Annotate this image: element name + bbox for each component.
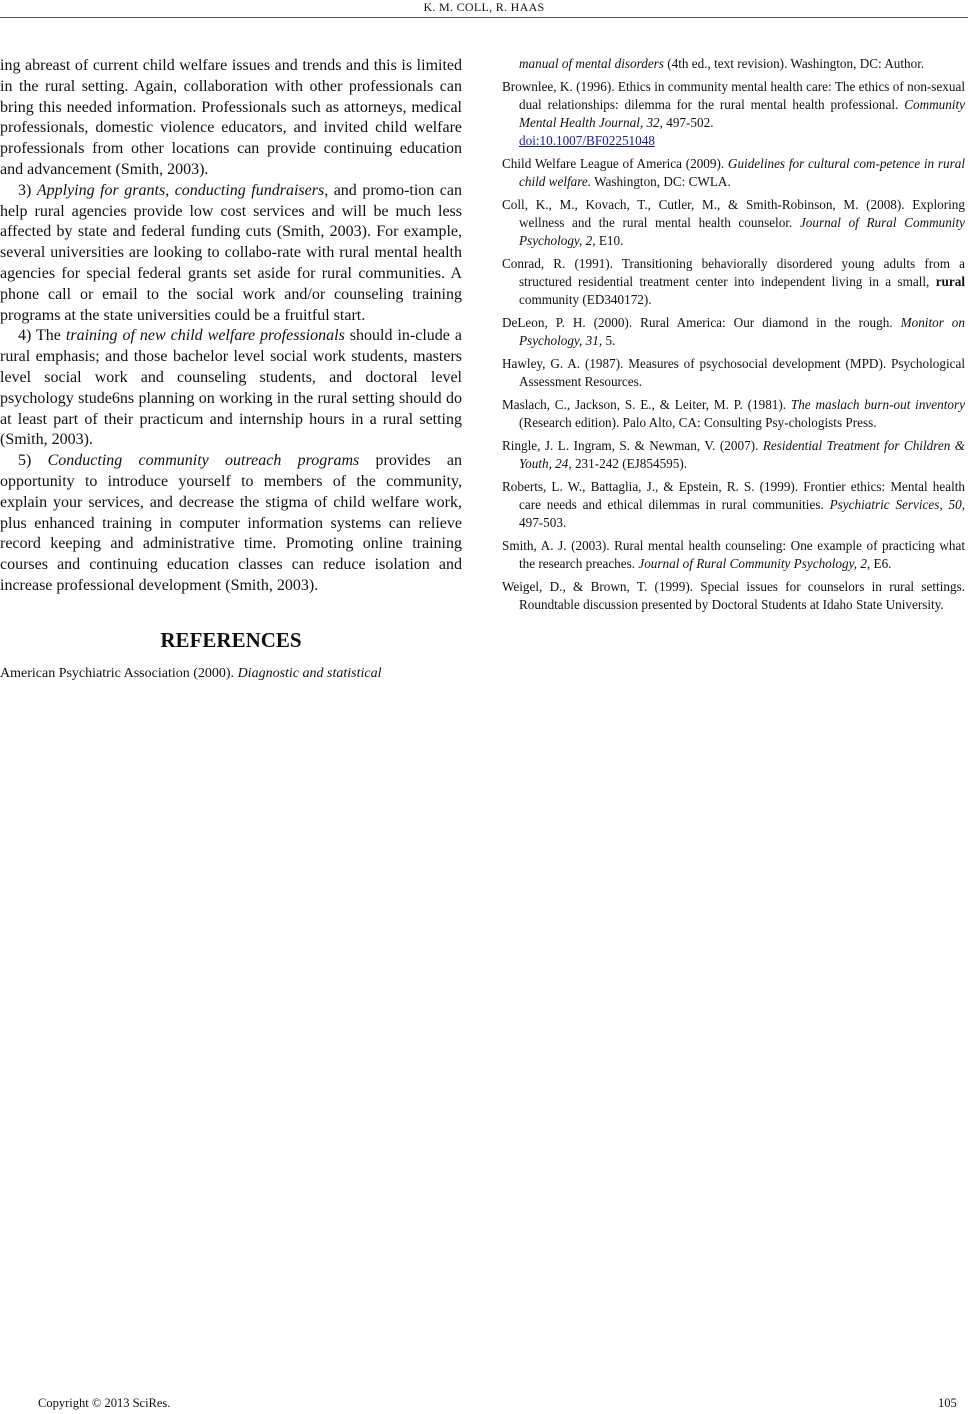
- reference-rest: E6.: [870, 556, 892, 571]
- reference-rest: (4th ed., text revision). Washington, DC: Author.: [663, 56, 925, 71]
- p2-sep: ,: [165, 181, 175, 199]
- reference-text: DeLeon, P. H. (2000). Rural America: Our diamond in the rough.: [502, 315, 901, 330]
- reference-text: Ringle, J. L. Ingram, S. & Newman, V. (2007).: [502, 438, 763, 453]
- reference-rest: 5.: [602, 333, 616, 348]
- reference-item: [502, 314, 965, 350]
- paragraph-1: ing abreast of current child welfare issues and trends and this is limited in the rural setting. Again, collaboration with other professionals can bring this needed information. Professionals such as attorneys, medical professionals, domestic violence educators, and invited child welfare professionals from other locations can provide continuing education and advancement (Smith, 2003).: [0, 57, 462, 178]
- reference-rest: 497-503.: [519, 515, 567, 530]
- doi-link[interactable]: doi:10.1007/BF02251048: [519, 133, 655, 148]
- reference-rest: 231-242 (EJ854595).: [571, 456, 688, 471]
- header-rule: [0, 17, 968, 18]
- reference-italic: Community Mental Health Journal, 32,: [519, 97, 965, 130]
- reference-text: Smith, A. J. (2003). Rural mental health counseling: One example of practicing what the research preaches.: [502, 538, 965, 571]
- reference-text: Weigel, D., & Brown, T. (1999). Special issues for counselors in rural settings. Roundtable discussion presented by Doctoral Students at Idaho State University.: [502, 579, 965, 612]
- p2-italic-grants: Applying for grants: [36, 181, 166, 199]
- reference-rest: E10.: [595, 233, 624, 248]
- p2-number: 3): [18, 181, 37, 199]
- reference-italic: Journal of Rural Community Psychology, 2,: [519, 215, 965, 248]
- copyright-notice: Copyright © 2013 SciRes.: [38, 1396, 171, 1410]
- reference-rest: 497-502.: [662, 115, 714, 130]
- reference-italic: manual of mental disorders: [519, 56, 664, 71]
- reference-text: Child Welfare League of America (2009).: [502, 156, 728, 171]
- reference-item: [502, 437, 965, 473]
- p2-italic-fundraisers: conducting fundraisers: [174, 181, 325, 199]
- reference-item: [502, 578, 965, 614]
- p3-text: should in-clude a rural emphasis; and those bachelor level social work students, masters level social work and counseling students, and doctoral level psychology stude6ns planning on working in the rural setting should do at least part of their practicum and internship hours in a rural setting (Smith, 2003).: [0, 327, 462, 449]
- paragraph-4: [0, 451, 462, 597]
- left-column: [0, 56, 462, 683]
- reference-item: [502, 55, 965, 73]
- reference-item: [502, 355, 965, 391]
- p3-number: 4) The: [18, 327, 66, 345]
- reference-italic: Monitor on Psychology, 31,: [519, 315, 965, 348]
- p3-italic: training of new child welfare professionals: [65, 327, 345, 345]
- reference-item: [502, 155, 965, 191]
- right-column-references: [502, 55, 965, 619]
- reference-italic: Guidelines for cultural com-petence in rural child welfare.: [519, 156, 965, 189]
- reference-item: [502, 396, 965, 432]
- p4-number: 5): [18, 452, 48, 470]
- reference-italic: Journal of Rural Community Psychology, 2,: [638, 556, 871, 571]
- running-head: K. M. COLL, R. HAAS: [423, 0, 545, 14]
- reference-rest: Washington, DC: CWLA.: [591, 174, 731, 189]
- reference-bold: rural: [935, 274, 965, 289]
- p4-text: provides an opportunity to introduce yourself to members of the community, explain your services, and decrease the stigma of child welfare work, plus enhanced training in computer information systems can relieve record keeping and administrative time. Promoting online training courses and continuing education classes can reduce isolation and increase professional development (Smith, 2003).: [0, 452, 462, 594]
- reference-italic: Psychiatric Services, 50,: [829, 497, 965, 512]
- reference-text: Brownlee, K. (1996). Ethics in community mental health care: The ethics of non-sexual dual relationships: dilemma for the rural mental health professional.: [502, 79, 965, 112]
- reference-text: Maslach, C., Jackson, S. E., & Leiter, M. P. (1981).: [502, 397, 791, 412]
- reference-rest: (Research edition). Palo Alto, CA: Consulting Psy-chologists Press.: [519, 415, 877, 430]
- reference-italic: Residential Treatment for Children & Youth, 24,: [519, 438, 966, 471]
- reference-item: [502, 478, 965, 532]
- ref-apa-authors: American Psychiatric Association (2000).: [0, 665, 238, 681]
- reference-italic: The maslach burn-out inventory: [790, 397, 965, 412]
- reference-text: Hawley, G. A. (1987). Measures of psychosocial development (MPD). Psychological Assessment Resources.: [502, 356, 965, 389]
- reference-apa: [0, 665, 462, 683]
- p2-text: , and promo-tion can help rural agencies provide low cost services and will be much less affected by state and federal funding cuts (Smith, 2003). For example, several universities are looking to collabo-rate with rural mental health agencies for special federal grants set aside for rural communities. A phone call or email to the social work and/or counseling training programs at the state universities could be a fruitful start.: [0, 181, 463, 324]
- reference-text: Roberts, L. W., Battaglia, J., & Epstein, R. S. (1999). Frontier ethics: Mental health care needs and ethical dilemmas in rural communities.: [502, 479, 965, 512]
- reference-rest: community (ED340172).: [519, 292, 652, 307]
- reference-item: [502, 255, 965, 309]
- references-heading: REFERENCES: [160, 627, 302, 652]
- p4-italic: Conducting community outreach programs: [47, 452, 360, 470]
- paragraph-3: [0, 326, 462, 451]
- reference-text: Conrad, R. (1991). Transitioning behaviorally disordered young adults from a structured residential treatment center into independent living in a small,: [502, 256, 965, 289]
- ref-apa-title: Diagnostic and statistical: [237, 665, 382, 681]
- page-number: 105: [938, 1396, 957, 1410]
- reference-item: [502, 78, 965, 150]
- reference-text: Coll, K., M., Kovach, T., Cutler, M., & Smith-Robinson, M. (2008). Exploring wellness and the rural mental health counselor.: [502, 197, 965, 230]
- paragraph-2: [0, 181, 462, 327]
- reference-item: [502, 537, 965, 573]
- reference-item: [502, 196, 965, 250]
